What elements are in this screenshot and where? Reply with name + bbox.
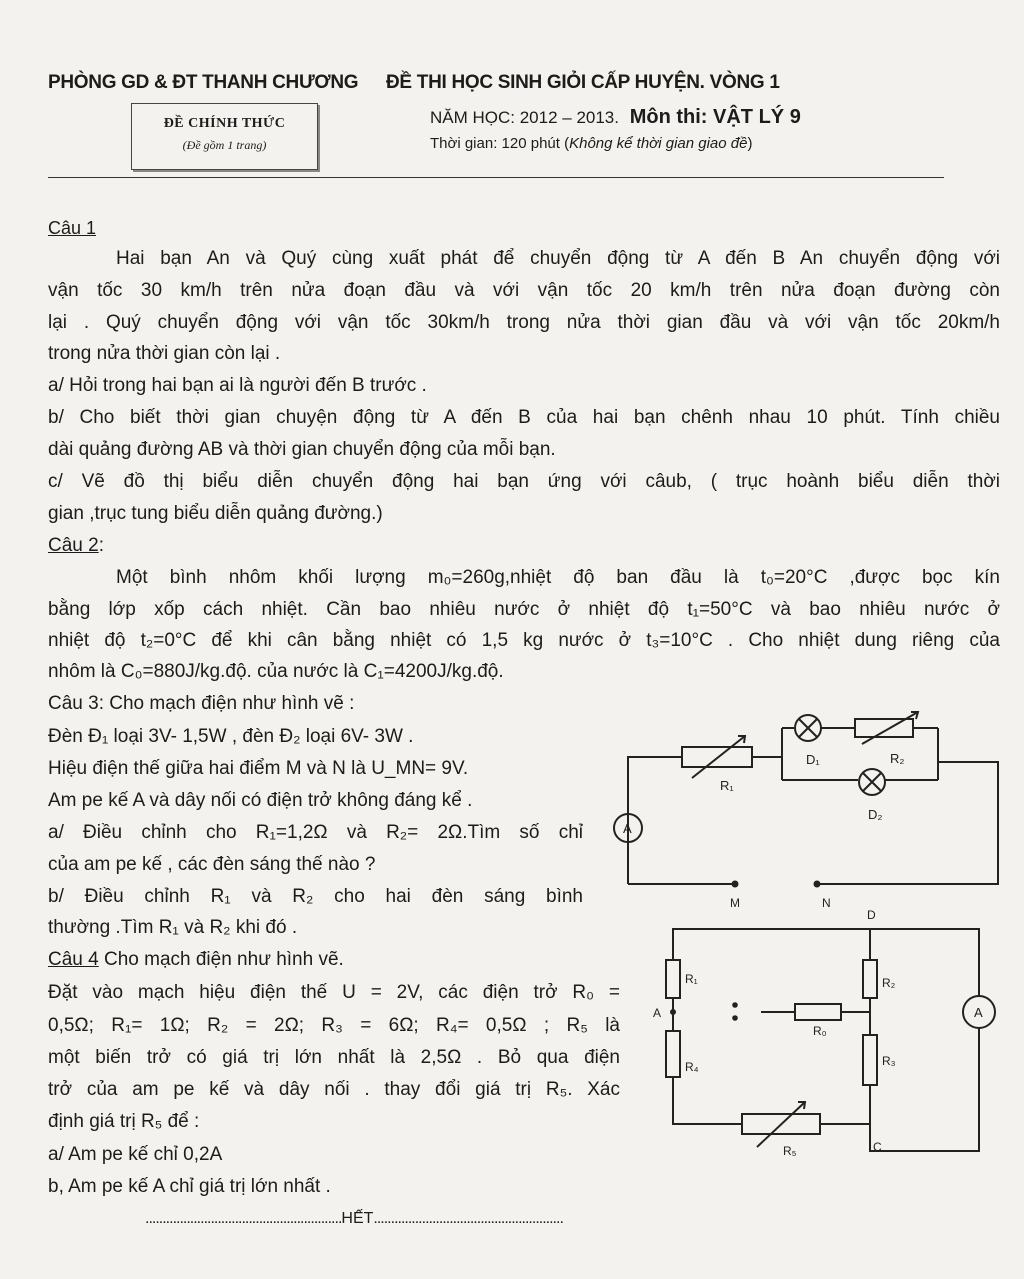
time-info bbox=[430, 135, 752, 152]
header-divider bbox=[48, 177, 944, 178]
q1-line: trong nửa thời gian còn lại . bbox=[48, 343, 281, 364]
q3-part-a: a/ Điều chỉnh cho R₁=1,2Ω và R₂= 2Ω.Tìm số chỉ bbox=[48, 822, 583, 843]
label-m: M bbox=[730, 896, 740, 910]
label-d: D bbox=[867, 908, 876, 922]
terminal-dot bbox=[733, 1016, 737, 1020]
q4-line: Đặt vào mạch hiệu điện thế U = 2V, các điện trở R₀ = bbox=[48, 982, 620, 1003]
wire bbox=[673, 1077, 742, 1124]
q2-line: nhôm là C₀=880J/kg.độ. của nước là C₁=4200J/kg.độ. bbox=[48, 661, 504, 682]
q4-part-a: a/ Am pe kế chỉ 0,2A bbox=[48, 1144, 223, 1165]
resistor-r0 bbox=[795, 1004, 841, 1020]
q1-part-a: a/ Hỏi trong hai bạn ai là người đến B trước . bbox=[48, 375, 427, 396]
q3-heading bbox=[48, 694, 354, 714]
terminal-m bbox=[733, 882, 738, 887]
resistor-r3 bbox=[863, 1035, 877, 1085]
school-year-text: NĂM HỌC: 2012 – 2013. bbox=[430, 108, 619, 127]
resistor-r2 bbox=[863, 960, 877, 998]
terminal-dot bbox=[733, 1003, 737, 1007]
q2-line: Một bình nhôm khối lượng m₀=260g,nhiệt độ ban đầu là t₀=20°C ,được bọc kín bbox=[116, 567, 1000, 588]
wire bbox=[870, 1028, 979, 1151]
rheostat-arrow bbox=[757, 1102, 805, 1147]
terminal-n bbox=[815, 882, 820, 887]
wire bbox=[673, 929, 870, 960]
school-year bbox=[430, 106, 801, 129]
time-close: ) bbox=[747, 135, 753, 152]
q4-line: trở của am pe kế và dây nối . thay đổi giá trị R₅. Xác bbox=[48, 1079, 620, 1100]
q3-intro: : Cho mạch điện như hình vẽ : bbox=[98, 693, 355, 714]
q1-line: Hai bạn An và Quý cùng xuất phát để chuyển động từ A đến B An chuyển động với bbox=[116, 248, 1000, 269]
label-d2: D₂ bbox=[868, 807, 883, 822]
exam-title: ĐỀ THI HỌC SINH GIỎI CẤP HUYỆN. VÒNG 1 bbox=[386, 72, 780, 93]
subject-title: Môn thi: VẬT LÝ 9 bbox=[629, 106, 801, 128]
q4-part-b: b, Am pe kế A chỉ giá trị lớn nhất . bbox=[48, 1176, 331, 1197]
official-stamp-box bbox=[131, 103, 318, 170]
wire bbox=[628, 757, 682, 864]
q3-line: Hiệu điện thế giữa hai điểm M và N là U_MN= 9V. bbox=[48, 758, 469, 779]
page-count-note: (Đề gồm 1 trang) bbox=[182, 138, 267, 152]
q2-heading: Câu 2: bbox=[48, 535, 104, 556]
label-c: C bbox=[873, 1140, 882, 1154]
label-r3: R₃ bbox=[882, 1054, 896, 1068]
q3-line: Am pe kế A và dây nối có điện trở không đáng kể . bbox=[48, 790, 473, 811]
end-text: HẾT bbox=[341, 1210, 374, 1227]
q4-line: định giá trị R₅ để : bbox=[48, 1111, 200, 1132]
q3-line: của am pe kế , các đèn sáng thế nào ? bbox=[48, 854, 376, 875]
q1-line: gian ,trục tung biểu diễn quảng đường.) bbox=[48, 503, 383, 524]
wire bbox=[820, 1085, 870, 1124]
q1-line: lại . Quý chuyển động với vận tốc 30km/h trong nửa thời gian đầu và với vận tốc 20km/h bbox=[48, 312, 1000, 333]
time-label: Thời gian: 120 phút ( bbox=[430, 135, 570, 152]
label-r1: R₁ bbox=[720, 778, 734, 793]
rheostat-arrow bbox=[692, 736, 745, 778]
q1-title: Câu 1 bbox=[48, 218, 97, 238]
q4-heading bbox=[48, 950, 344, 970]
label-r1: R₁ bbox=[685, 972, 698, 986]
end-marker: .........................................................HẾT....................................................... bbox=[145, 1210, 563, 1227]
q4-intro: Cho mạch điện như hình vẽ. bbox=[98, 949, 344, 970]
node-a bbox=[671, 1010, 675, 1014]
circuit-diagram-q3 bbox=[600, 700, 1020, 925]
q3-part-b: b/ Điều chỉnh R₁ và R₂ cho hai đèn sáng bình bbox=[48, 886, 583, 907]
department-name: PHÒNG GD & ĐT THANH CHƯƠNG bbox=[48, 72, 359, 93]
q1-part-b: b/ Cho biết thời gian chuyện động từ A đến B của hai bạn chênh nhau 10 phút. Tính chiều bbox=[48, 407, 1000, 428]
label-n: N bbox=[822, 896, 831, 910]
rheostat-arrow bbox=[862, 712, 918, 744]
resistor-r1 bbox=[666, 960, 680, 998]
q2-line: nhiệt độ t₂=0°C để khi cân bằng nhiệt có 1,5 kg nước ở t₃=10°C . Cho nhiệt dung riêng của bbox=[48, 630, 1000, 651]
circuit-diagram-q4 bbox=[645, 905, 1020, 1170]
q1-line: vận tốc 30 km/h trên nửa đoạn đầu và với vận tốc 20 km/h trên nửa đoạn đường còn bbox=[48, 280, 1000, 301]
q3-line: Đèn Đ₁ loại 3V- 1,5W , đèn Đ₂ loại 6V- 3W . bbox=[48, 726, 414, 747]
label-r2: R₂ bbox=[882, 976, 896, 990]
official-label: ĐỀ CHÍNH THỨC bbox=[163, 116, 286, 131]
q2-title: Câu 2 bbox=[48, 535, 99, 556]
q3-title: Câu 3 bbox=[48, 693, 99, 714]
q4-line: 0,5Ω; R₁= 1Ω; R₂ = 2Ω; R₃ = 6Ω; R₄= 0,5Ω ; R₅ là bbox=[48, 1015, 620, 1036]
label-r4: R₄ bbox=[685, 1060, 699, 1074]
q1-part-c: c/ Vẽ đồ thị biểu diễn chuyển động hai bạn ứng với câub, ( trục hoành biểu diễn thời bbox=[48, 471, 1000, 492]
q4-line: một biến trở có giá trị lớn nhất là 2,5Ω . Bỏ qua điện bbox=[48, 1047, 620, 1068]
label-r0: R₀ bbox=[813, 1024, 827, 1038]
q4-title: Câu 4 bbox=[48, 949, 99, 970]
label-r2: R₂ bbox=[890, 751, 905, 766]
label-d1: D₁ bbox=[806, 752, 820, 767]
q1-line: dài quảng đường AB và thời gian chuyển động của mỗi bạn. bbox=[48, 439, 556, 460]
q3-line: thường .Tìm R₁ và R₂ khi đó . bbox=[48, 917, 298, 938]
time-note: Không kể thời gian giao đề bbox=[569, 135, 748, 152]
resistor-r2 bbox=[855, 719, 913, 737]
label-node-a: A bbox=[653, 1006, 662, 1020]
ammeter-label: A bbox=[623, 821, 632, 836]
q2-line: bằng lớp xốp cách nhiệt. Cần bao nhiêu nước ở nhiệt độ t₁=50°C và bao nhiêu nước ở bbox=[48, 599, 1000, 620]
ammeter-label: A bbox=[974, 1005, 983, 1020]
label-r5: R₅ bbox=[783, 1144, 797, 1158]
resistor-r4 bbox=[666, 1031, 680, 1077]
